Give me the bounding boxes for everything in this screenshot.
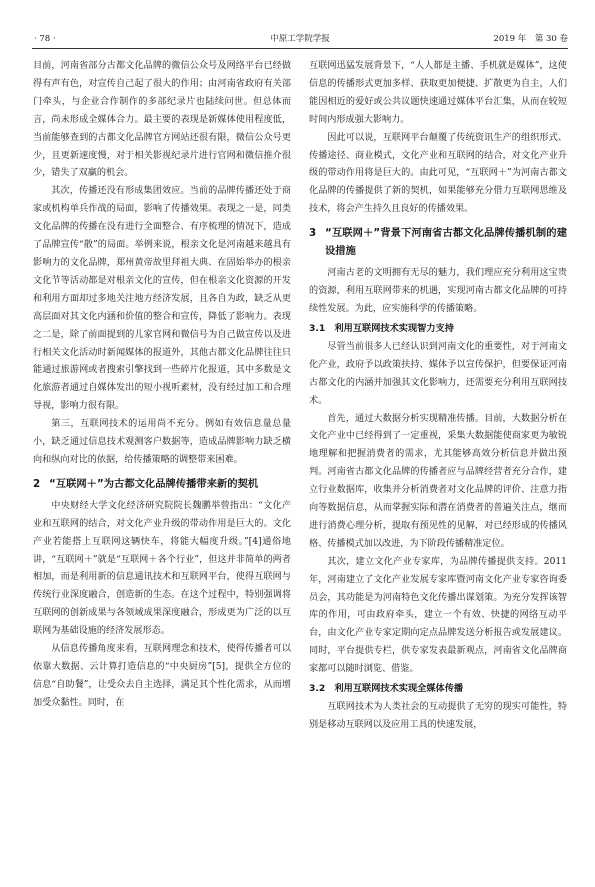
paragraph: 目前，河南省部分古都文化品牌的微信公众号及网络平台已经做得有声有色，对宣传自己起了很大的作用；由河南省政府有关部门牵头，与企业合作制作的多部纪录片也陆续问世。但总体而言，尚未形成全媒体合力。最主要的表现是新媒体使用程度低，当前能够查到的古都文化品牌官方网站还很有限，微信公众号更少，且更新速度慢，对于相关影视纪录片进行官网和微信推介很少，错失了双赢的机会。 — [33, 61, 291, 179]
page-number: · 78 · — [34, 34, 56, 44]
paragraph: 互联网迅猛发展背景下，“人人都是主播、手机就是媒体”，这使信息的传播形式更加多样、获取更加便捷、扩散更为自主，人们能因相近的爱好或公共议题快速通过媒体平台汇集，从而在较短时间内形成强大影响力。 — [309, 61, 567, 125]
page-header — [32, 32, 568, 46]
subsection-heading-3-2: 3.2 利用互联网技术实现全媒体传播 — [309, 683, 464, 695]
section-title: “互联网＋”背景下河南省古都文化品牌传播机制的建设措施 — [325, 227, 567, 258]
paragraph: 河南古老的文明拥有无尽的魅力，我们理应充分利用这宝贵的资源，利用互联网带来的机遇，实现河南古都文化品牌的可持续性发展。为此，应实施科学的传播策略。 — [309, 268, 567, 314]
paragraph: 首先，通过大数据分析实现精准传播。目前，大数据分析在文化产业中已经得到了一定重视，采集大数据能使商家更为敏锐地理解和把握消费者的需求，尤其能够高效分析信息并做出预判。河南省古都文化品牌的传播者应与品牌经营者充分合作，建立行业数据库，收集并分析消费者对文化品牌的评价、注意力指向等数据信息，从而掌握实际和潜在消费者的普遍关注点，继而进行消费心理分析，提取有预见性的见解，对已经形成的传播风格、传播模式加以改进，为下阶段传播精准定位。 — [309, 413, 567, 549]
section-number: 2 — [33, 477, 41, 490]
paragraph: 第三，互联网技术的运用尚不充分。例如有效信息量总量小，缺乏通过信息技术观测客户数据等，造成品牌影响力缺乏横向和纵向对比的依据，给传播策略的调整带来困难。 — [33, 419, 291, 465]
paragraph: 尽管当前很多人已经认识到河南文化的重要性，对于河南文化产业，政府予以政策扶持、媒体予以宣传保护，但要保证河南古都文化的内涵并加强其文化影响力，还需要充分利用互联网技术。 — [309, 341, 567, 406]
paragraph: 从信息传播角度来看，互联网理念和技术，使得传播者可以依靠大数据、云计算打造信息的“中央厨房”[5]，提供全方位的信息“自助餐”，让受众去自主选择，满足其个性化需求，从而增加受众黏性。同时，在 — [33, 644, 291, 708]
journal-title: 中原工学院学报 — [270, 34, 330, 44]
paragraph: 互联网技术为人类社会的互动提供了无穷的现实可能性，特别是移动互联网以及应用工具的快速发展， — [309, 702, 567, 730]
section-heading-3 — [309, 224, 567, 260]
paragraph: 其次，建立文化产业专家库，为品牌传播提供支持。2011 年，河南建立了文化产业发展专家库暨河南文化产业专家咨询委员会，其功能是为河南特色文化传播出谋划策。为充分发挥该智库的作用，可由政府牵头，建立一个有效、快捷的网络互动平台，由文化产业专家定期向定点品牌发送分析报告或发展建议。同时，平台提供专栏，供专家发表最新观点，河南省文化品牌商家都可以随时浏览、借鉴。 — [309, 556, 567, 675]
left-column — [33, 58, 291, 713]
paragraph: 因此可以说，互联网平台颠覆了传统资讯生产的组织形式、传播途径、商业模式，文化产业和互联网的结合，对文化产业升级的带动作用将是巨大的。由此可见，“互联网＋”为河南古都文化品牌的传播提供了新的契机，如果能够充分借力互联网思维及技术，将会产生持久且良好的传播效果。 — [309, 132, 567, 215]
volume-info: 2019 年 第 30 卷 — [493, 34, 568, 44]
section-heading-2 — [33, 475, 291, 493]
paragraph: 中央财经大学文化经济研究院院长魏鹏举曾指出：“文化产业和互联网的结合，对文化产业升级的带动作用是巨大的。文化产业若能搭上互联网这辆快车，将能大幅度升级。”[4]通俗地讲，“互联网＋”就是“互联网＋各个行业”，但这并非简单的两者相加，而是利用新的信息通讯技术和互联网平台，使得互联网与传统行业深度融合，创造新的生态。在这个过程中，特别强调将互联网的创新成果与各领域成果深度融合，形成更为广泛的以互联网为基础设施的经济发展形态。 — [33, 500, 291, 637]
right-column — [309, 58, 567, 735]
section-title: “互联网＋”为古都文化品牌传播带来新的契机 — [49, 477, 259, 490]
header-rule — [32, 48, 568, 49]
section-number: 3 — [309, 227, 317, 240]
subsection-heading-3-1: 3.1 利用互联网技术实现智力支持 — [309, 322, 454, 334]
paragraph: 其次，传播还没有形成集团效应。当前的品牌传播还处于商家或机构单兵作战的局面，影响了传播效果。表现之一是，同类文化品牌的传播在没有进行全面整合、有序梳理的情况下，造成了品牌宣传“散”的局面。举例来说，根亲文化是河南越来越具有影响力的文化品牌，郑州黄帝故里拜祖大典、在固始举办的根亲文化节等活动都是对根亲文化的宣传，但在根亲文化资源的开发和利用方面却过多地关注地方经济发展，且各自为政，缺乏从更高层面对其文化内涵和价值的整合和宣传，降低了影响力。表现之二是，除了前面提到的儿家官网和微信号为自己做宣传以及进行相关文化活动时新闻媒体的报道外，其他古都文化品牌往往只能通过旅游网或者搜索引擎找到一些碎片化报道，其中多数是文化旅游者通过自媒体发出的短小视听素材，没有经过加工和合理导视，影响力很有限。 — [33, 186, 291, 412]
